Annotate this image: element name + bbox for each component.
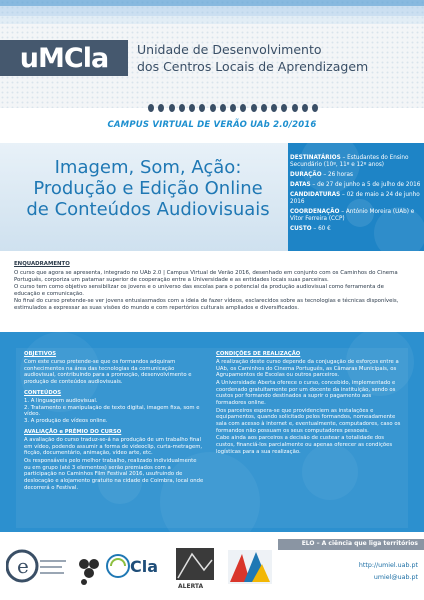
oval-dot <box>281 104 287 112</box>
conteudos-item: 1. A linguagem audiovisual. <box>24 397 98 404</box>
cla-logo <box>107 555 158 577</box>
condicoes-section <box>216 351 402 456</box>
enquadramento-paragraph: O curso tem como objetivo sensibilizar os jovens e o universo das escolas para o potencial da produção audiovisual como ferramenta de educação e comunicação. <box>14 283 384 297</box>
fundos-logo <box>228 550 272 584</box>
course-title-line3: de Conteúdos Audiovisuais <box>26 199 270 220</box>
elo-logo <box>7 551 66 581</box>
website-link[interactable]: http://umiel.uab.pt <box>358 562 418 569</box>
logo-text: uMCla <box>19 42 109 74</box>
info-custo <box>290 226 422 233</box>
top-banner <box>0 0 424 108</box>
enquadramento-section <box>14 261 410 312</box>
alerta-logo-text: ALERTA <box>178 583 204 590</box>
condicoes-text: Dos parceiros espera-se que providenciem as instalações e equipamentos, quando solicitado pelos formandos, nomeadamente sala com acesso à internet e, eventualmente, computadores, caso os formandos não possuam os seus computadores pessoais. <box>216 407 401 434</box>
enquadramento-paragraph: No final do curso pretende-se ver jovens entusiasmados com a ideia de fazer vídeos, esclarecidos sobre as tecnologias e técnicas disponíveis, estimulados a expressar as suas visões do mundo e com repertórios culturais ampliados e diversificados. <box>14 297 399 311</box>
footer <box>0 532 424 600</box>
condicoes-text: Cabe ainda aos parceiros a decisão de custear a totalidade dos custos, financiá-los parcialmente ou apenas oferecer as condições logísticas para a sua realização. <box>216 435 393 455</box>
oval-dot <box>158 104 164 112</box>
enquadramento-title: ENQUADRAMENTO <box>14 261 70 267</box>
course-title-line1: Imagem, Som, Ação: <box>54 157 242 178</box>
caminhos-cinema-logo <box>79 559 99 585</box>
banner-title-line1: Unidade de Desenvolvimento <box>137 42 322 57</box>
info-datas <box>290 182 422 189</box>
objetivos-text: Com este curso pretende-se que os formandos adquiram conhecimentos na área das tecnologias da comunicação audiovisual, contribuindo para a promoção, desenvolvimento e produção de conteúdos audiovisuais. <box>24 358 192 386</box>
objetivos-section <box>24 351 204 386</box>
details-left-column <box>24 351 204 496</box>
email-link[interactable]: umiel@uab.pt <box>373 574 418 581</box>
conteudos-item: 3. A produção de vídeos online. <box>24 418 108 425</box>
cla-logo-text: Cla <box>130 557 159 576</box>
umcla-logo <box>0 40 128 76</box>
banner-title-line2: dos Centros Locais de Aprendizagem <box>137 59 369 74</box>
avaliacao-title: AVALIAÇÃO e PRÉMIO DO CURSO <box>24 428 122 435</box>
info-key: CANDIDATURAS <box>290 192 341 198</box>
info-value: – António Moreira (UAb) e Vitor Ferreira (CCP) <box>290 209 415 222</box>
oval-dot <box>199 104 205 112</box>
elo-tagline: ELO – A ciência que liga territórios <box>301 540 418 547</box>
oval-dot <box>240 104 246 112</box>
info-value: – Estudantes do Ensino Secundário (10º, 11º e 12º anos) <box>290 155 409 168</box>
details-right-column <box>216 351 402 460</box>
info-value: – de 27 de junho a 5 de julho de 2016 <box>310 182 421 188</box>
partner-logos <box>6 540 276 596</box>
course-title-line2: Produção e Edição Online <box>33 178 263 199</box>
info-candidaturas <box>290 192 422 206</box>
oval-dot <box>169 104 175 112</box>
info-key: DURAÇÃO <box>290 172 322 178</box>
course-title <box>8 157 288 220</box>
info-duracao <box>290 172 422 179</box>
oval-dot <box>271 104 277 112</box>
footer-contact <box>278 532 424 600</box>
oval-dot <box>302 104 308 112</box>
oval-dot <box>292 104 298 112</box>
avaliacao-text: A avaliação do curso traduz-se-á na produção de um trabalho final em vídeo, podendo assumir a forma de videoclip, curta-metragem, ficção, documentário, animação, vídeo arte, etc. <box>24 436 203 457</box>
info-key: DESTINATÁRIOS <box>290 155 341 161</box>
info-value: – 60 € <box>311 226 331 232</box>
oval-dot <box>210 104 216 112</box>
info-value: – 02 de maio a 24 de junho 2016 <box>290 192 420 205</box>
objetivos-title: OBJETIVOS <box>24 351 57 357</box>
course-header-panel <box>0 143 424 251</box>
info-key: CUSTO <box>290 226 312 232</box>
info-value: – 26 horas <box>321 172 353 178</box>
campus-strip <box>0 118 424 132</box>
info-coordenacao <box>290 209 422 223</box>
oval-dot <box>220 104 226 112</box>
oval-dot <box>312 104 318 112</box>
course-info-list <box>290 155 422 236</box>
oval-dot <box>230 104 236 112</box>
info-destinatarios <box>290 155 422 169</box>
condicoes-text: A realização deste curso depende da conjugação de esforços entre a UAb, os Caminhos do Cinema Português, as Câmaras Municipais, os Agrupamentos de Escolas ou outros parceiros. <box>216 358 399 379</box>
oval-dot <box>251 104 257 112</box>
conteudos-item: 2. Tratamento e manipulação de texto digital, imagem fixa, som e vídeo. <box>24 404 200 418</box>
oval-dot <box>148 104 154 112</box>
campus-title: CAMPUS VIRTUAL DE VERÃO UAb 2.0/2016 <box>107 120 317 130</box>
alerta-logo <box>176 548 214 590</box>
svg-text:e: e <box>17 554 29 578</box>
course-details-panel <box>0 332 424 532</box>
oval-dot <box>189 104 195 112</box>
info-key: DATAS <box>290 182 311 188</box>
condicoes-text: A Universidade Aberta oferece o curso, concebido, implementado e coordenado gratuitamente por um docente da instituição, sendo os custos por formando destinados a suprir o pagamento aos formadores online. <box>216 379 396 407</box>
info-key: COORDENAÇÃO <box>290 209 340 215</box>
course-title-box <box>0 143 288 251</box>
oval-dot <box>179 104 185 112</box>
banner-title <box>137 41 422 75</box>
avaliacao-section <box>24 429 204 492</box>
avaliacao-text: Os responsáveis pelo melhor trabalho, realizado individualmente ou em grupo (até 3 elementos) serão premiados com a participação no Caminhos Film Festival 2016, usufruindo de deslocação e alojamento gratuito na cidade de Coimbra, local onde decorrerá o Festival. <box>24 457 204 491</box>
condicoes-title: CONDIÇÕES DE REALIZAÇÃO <box>216 351 301 357</box>
conteudos-section <box>24 390 204 425</box>
enquadramento-paragraph: O curso que agora se apresenta, integrado no UAb 2.0 | Campus Virtual de Verão 2016, desenhado em conjunto com os Caminhos do Cinema Português, corporiza um patamar superior de cooperação entre a Universidade e as entidades locais suas parceiras. <box>14 269 398 283</box>
conteudos-title: CONTEÚDOS <box>24 389 62 396</box>
oval-dot <box>261 104 267 112</box>
decorative-oval-row <box>148 104 318 114</box>
